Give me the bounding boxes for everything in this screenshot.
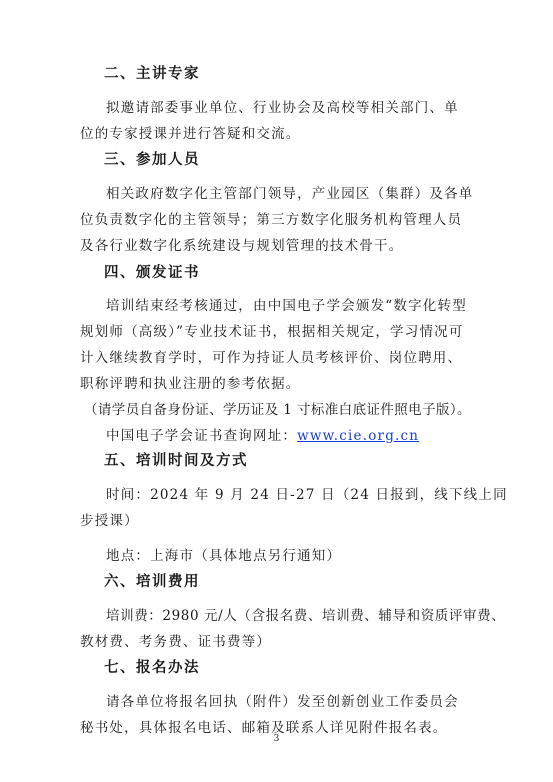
paragraph-line: 位的专家授课并进行答疑和交流。 [80,126,301,142]
section-heading-registration: 七、报名办法 [104,660,200,676]
paragraph-line: 计入继续教育学时，可作为持证人员考核评价、岗位聘用、 [80,350,463,366]
certificate-lookup-link[interactable]: www.cie.org.cn [297,428,420,444]
section-heading-certificate: 四、颁发证书 [104,265,200,281]
paragraph-line: 步授课） [80,513,139,529]
paragraph-line: 拟邀请部委事业单位、行业协会及高校等相关部门、单 [106,100,459,116]
paragraph-line: 时间：2024 年 9 月 24 日-27 日（24 日报到，线下线上同 [106,487,508,503]
paragraph-line: 及各行业数字化系统建设与规划管理的技术骨干。 [80,238,404,254]
paragraph-line: 培训费：2980 元/人（含报名费、培训费、辅导和资质评审费、 [106,608,506,624]
paragraph-line: 请各单位将报名回执（附件）发至创新创业工作委员会 [106,694,459,710]
paragraph-line: 秘书处，具体报名电话、邮箱及联系人详见附件报名表。 [80,720,448,736]
certificate-lookup-line [106,426,419,446]
paragraph-line: 职称评聘和执业注册的参考依据。 [80,376,301,392]
paragraph-line: 教材费、考务费、证书费等） [80,634,272,650]
paragraph-line-note: （请学员自备身份证、学历证及 1 寸标准白底证件照电子版）。 [84,402,471,418]
certificate-lookup-label: 中国电子学会证书查询网址： [106,428,298,444]
paragraph-line: 培训结束经考核通过，由中国电子学会颁发“数字化转型 [106,298,467,314]
paragraph-line: 规划师（高级）”专业技术证书，根据相关规定，学习情况可 [80,324,464,340]
section-heading-experts: 二、主讲专家 [104,66,200,82]
page-number: 3 [273,734,280,744]
section-heading-participants: 三、参加人员 [104,152,200,168]
paragraph-line: 位负责数字化的主管领导；第三方数字化服务机构管理人员 [80,212,463,228]
paragraph-line: 地点：上海市（具体地点另行通知） [106,548,342,564]
section-heading-fees: 六、培训费用 [104,574,200,590]
section-heading-time-mode: 五、培训时间及方式 [104,453,248,469]
paragraph-line: 相关政府数字化主管部门领导，产业园区（集群）及各单 [106,186,474,202]
